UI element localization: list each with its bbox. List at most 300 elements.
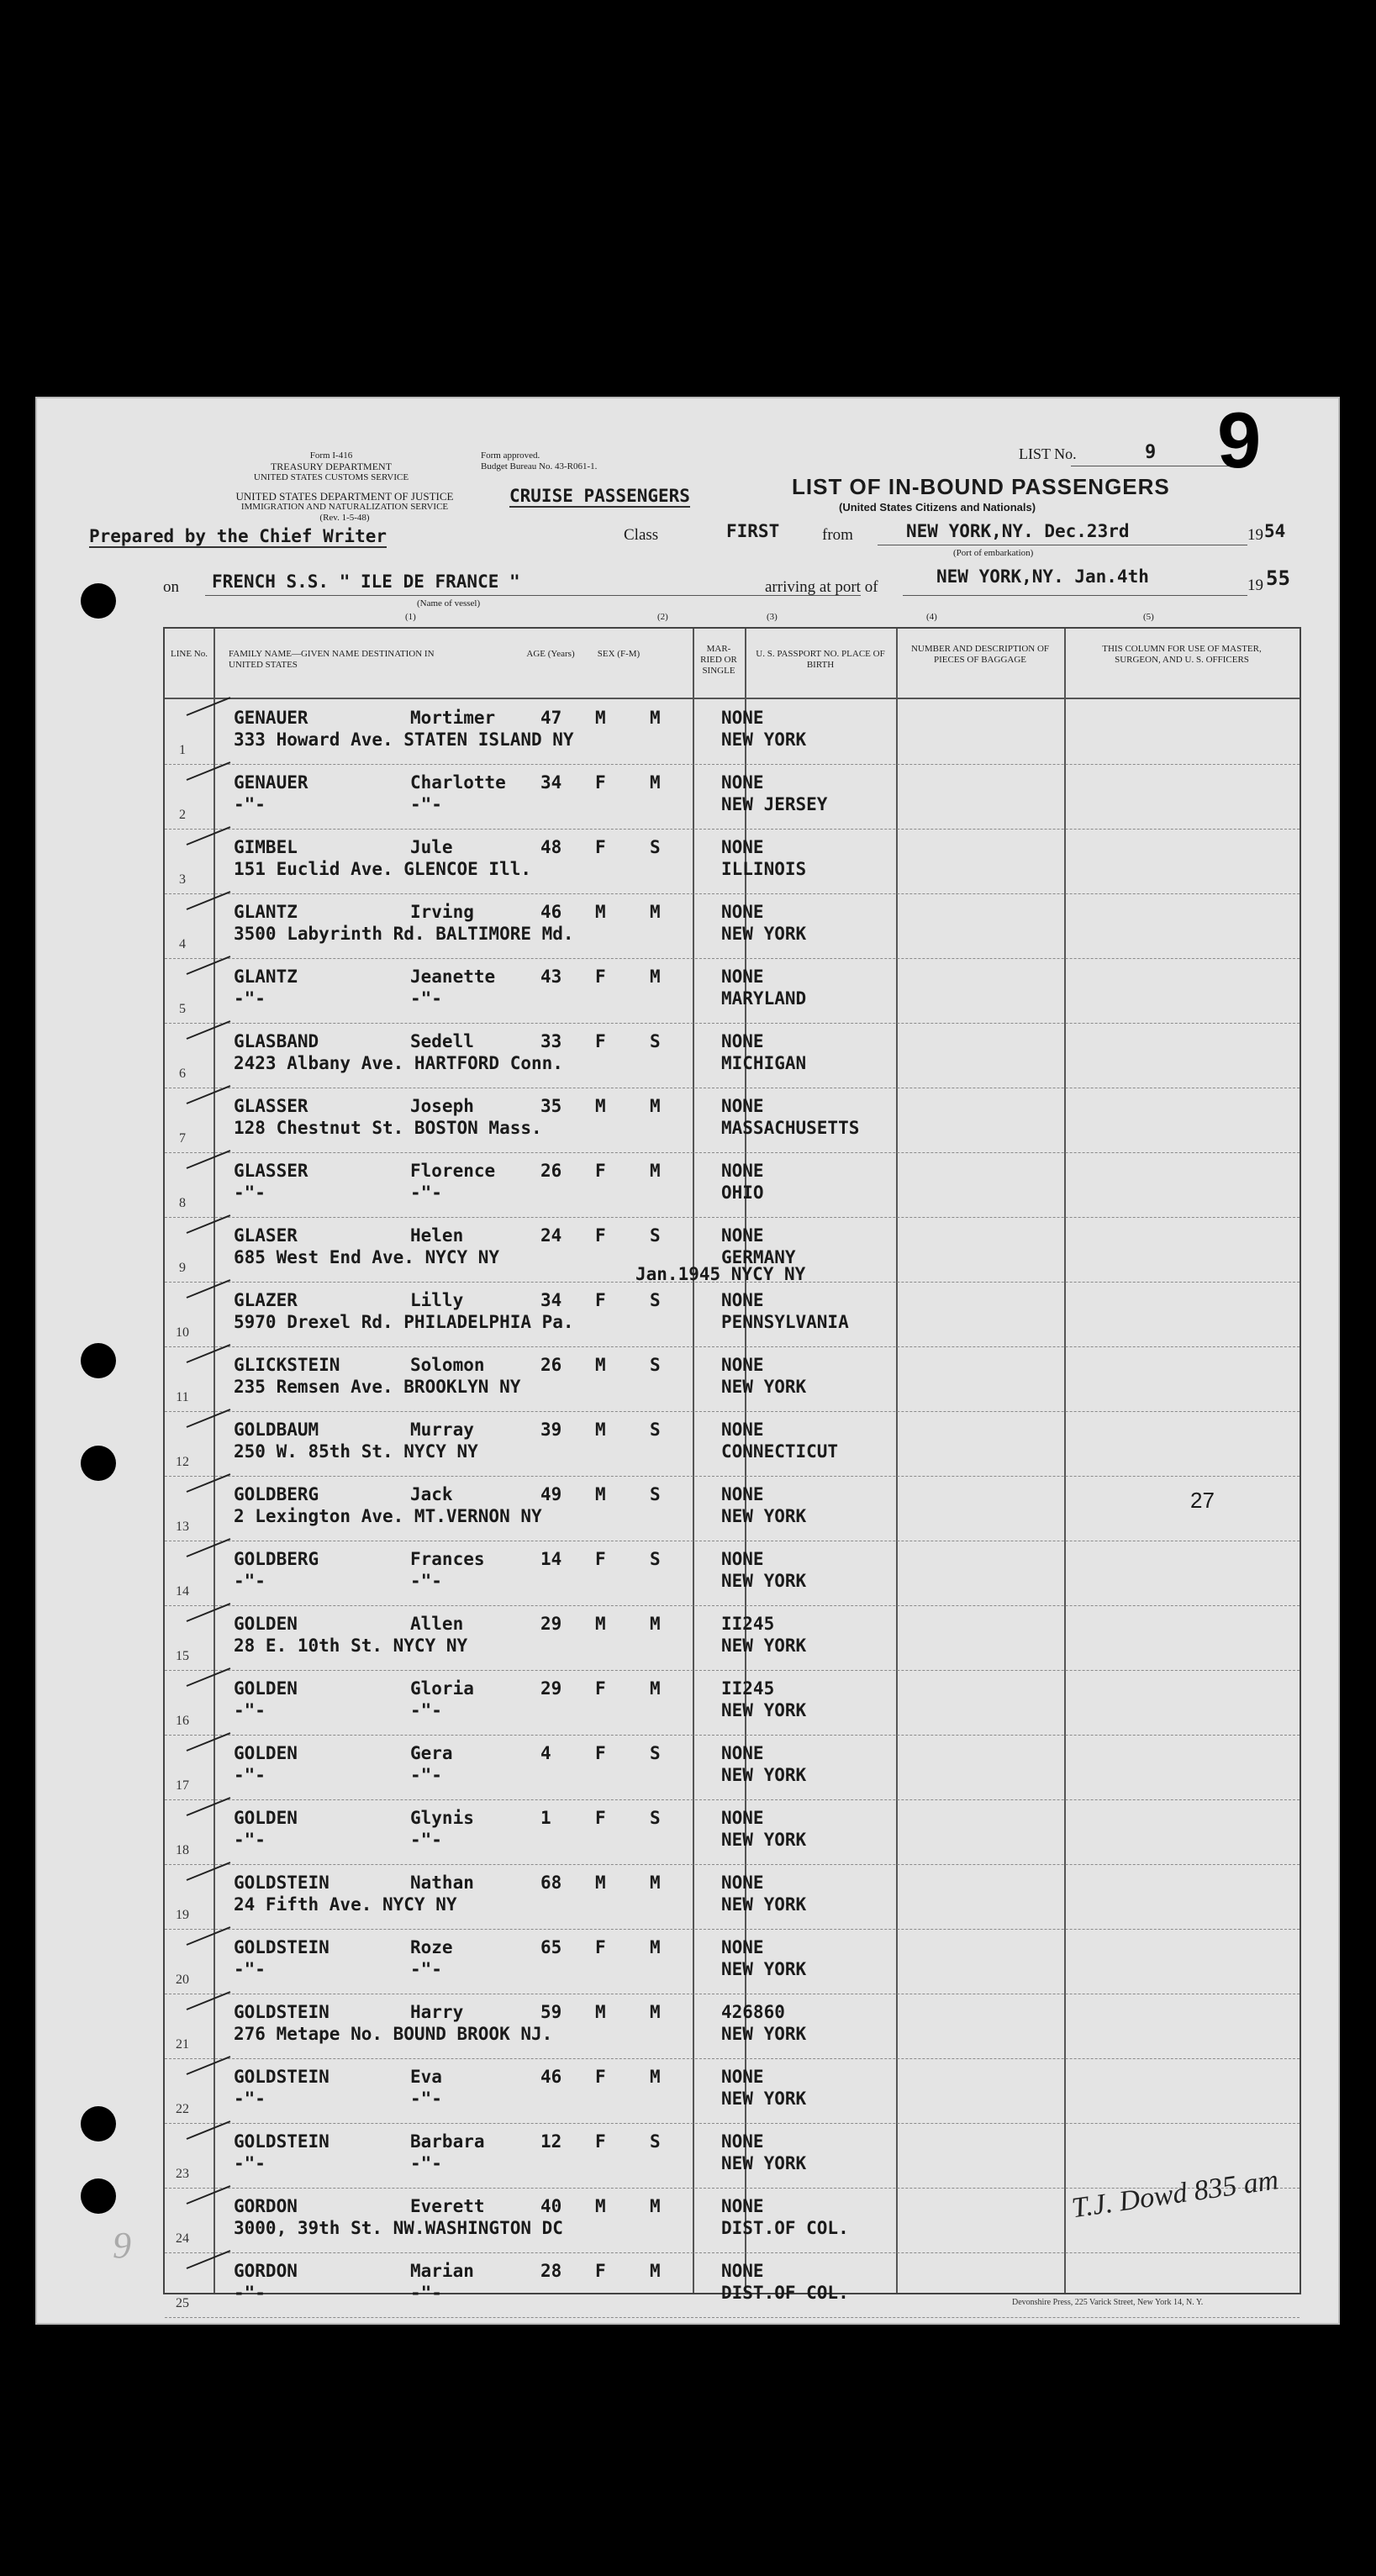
place-of-birth: OHIO [721, 1183, 764, 1203]
arrival-year: 55 [1266, 566, 1290, 590]
sex: M [595, 1096, 606, 1116]
marital-status: S [650, 1031, 661, 1051]
family-name: GOLDSTEIN [234, 1937, 330, 1957]
passport-no: NONE [721, 1031, 764, 1051]
punch-hole [81, 2106, 116, 2141]
given-ditto: -"- [410, 988, 442, 1009]
age: 29 [540, 1614, 562, 1634]
place-of-birth: NEW YORK [721, 1765, 807, 1785]
given-name: Jeanette [410, 967, 496, 987]
header-sex: SEX (F-M) [597, 649, 641, 659]
destination-address: -"- [234, 1765, 266, 1785]
passport-no: NONE [721, 1484, 764, 1504]
col-number-5: (5) [1143, 612, 1154, 622]
sex: F [595, 1161, 606, 1181]
destination-address: 276 Metape No. BOUND BROOK NJ. [234, 2024, 553, 2044]
sex: F [595, 2261, 606, 2281]
sex: F [595, 2131, 606, 2152]
given-name: Sedell [410, 1031, 474, 1051]
passport-no: II245 [721, 1614, 775, 1634]
destination-address: -"- [234, 2283, 266, 2303]
given-ditto: -"- [410, 2283, 442, 2303]
given-name: Frances [410, 1549, 485, 1569]
marital-status: M [650, 1937, 661, 1957]
punch-hole [81, 1343, 116, 1378]
table-row [165, 1023, 1300, 1088]
check-mark [187, 1538, 231, 1557]
check-mark [187, 2056, 231, 2075]
age: 39 [540, 1420, 562, 1440]
destination-address: -"- [234, 1571, 266, 1591]
place-of-birth: NEW YORK [721, 1830, 807, 1850]
justice-block: UNITED STATES DEPARTMENT OF JUSTICE IMMIGRATION AND NATURALIZATION SERVICE (Rev. 1-5-48) [235, 490, 454, 523]
passport-no: NONE [721, 1225, 764, 1246]
table-row [165, 1217, 1300, 1283]
given-name: Joseph [410, 1096, 474, 1116]
family-name: GOLDBERG [234, 1484, 319, 1504]
marital-status: S [650, 837, 661, 857]
sex: F [595, 772, 606, 793]
approval-block: Form approved. Budget Bureau No. 43-R061-1. [481, 450, 598, 471]
marital-status: M [650, 2067, 661, 2087]
destination-address: 3500 Labyrinth Rd. BALTIMORE Md. [234, 924, 574, 944]
arrival-underline [903, 595, 1247, 596]
given-ditto: -"- [410, 1571, 442, 1591]
from-label: from [822, 526, 853, 544]
header-passport: U. S. PASSPORT NO. PLACE OF BIRTH [756, 649, 885, 670]
given-name: Charlotte [410, 772, 506, 793]
family-name: GENAUER [234, 772, 308, 793]
marital-status: M [650, 1873, 661, 1893]
destination-address: -"- [234, 2153, 266, 2173]
destination-address: -"- [234, 1830, 266, 1850]
age: 24 [540, 1225, 562, 1246]
passport-no: NONE [721, 708, 764, 728]
marital-status: M [650, 2261, 661, 2281]
table-row [165, 1799, 1300, 1865]
destination-address: -"- [234, 1959, 266, 1979]
sex: M [595, 1873, 606, 1893]
manifest-sheet [37, 398, 1338, 2323]
sex: F [595, 1937, 606, 1957]
age: 68 [540, 1873, 562, 1893]
line-number: 24 [176, 2231, 189, 2246]
passport-no: NONE [721, 2196, 764, 2216]
sex: F [595, 1225, 606, 1246]
place-of-birth: PENNSYLVANIA [721, 1312, 849, 1332]
family-name: GLANTZ [234, 902, 298, 922]
age: 59 [540, 2002, 562, 2022]
given-name: Mortimer [410, 708, 496, 728]
line-number: 20 [176, 1973, 189, 1987]
punch-hole [81, 2178, 116, 2214]
age: 28 [540, 2261, 562, 2281]
col-number-3: (3) [767, 612, 778, 622]
check-mark [187, 1085, 231, 1104]
check-mark [187, 1020, 231, 1040]
given-ditto: -"- [410, 2153, 442, 2173]
given-name: Allen [410, 1614, 464, 1634]
marital-status: S [650, 1290, 661, 1310]
table-row [165, 1282, 1300, 1347]
given-ditto: -"- [410, 794, 442, 814]
line-number: 18 [176, 1843, 189, 1857]
passport-no: NONE [721, 1096, 764, 1116]
table-row [165, 764, 1300, 830]
given-name: Marian [410, 2261, 474, 2281]
table-row [165, 958, 1300, 1024]
place-of-birth: NEW YORK [721, 1636, 807, 1656]
given-ditto: -"- [410, 1959, 442, 1979]
passport-no: NONE [721, 1549, 764, 1569]
marital-status: M [650, 2196, 661, 2216]
destination-address: 151 Euclid Ave. GLENCOE Ill. [234, 859, 532, 879]
destination-address: -"- [234, 1183, 266, 1203]
header-baggage: NUMBER AND DESCRIPTION OF PIECES OF BAGGAGE [910, 644, 1050, 665]
given-ditto: -"- [410, 1700, 442, 1720]
table-row [165, 699, 1300, 765]
check-mark [187, 1214, 231, 1234]
passport-no: NONE [721, 1873, 764, 1893]
age: 35 [540, 1096, 562, 1116]
sex: M [595, 1355, 606, 1375]
passport-no: II245 [721, 1678, 775, 1699]
marital-status: M [650, 1678, 661, 1699]
passport-no: NONE [721, 837, 764, 857]
arrival-year-prefix: 19 [1247, 577, 1263, 594]
given-ditto: -"- [410, 1765, 442, 1785]
header-married: MAR-RIED OR SINGLE [700, 644, 737, 676]
family-name: GENAUER [234, 708, 308, 728]
age: 40 [540, 2196, 562, 2216]
form-block: Form I-416 TREASURY DEPARTMENT UNITED STATES CUSTOMS SERVICE [253, 450, 409, 482]
marital-status: S [650, 1808, 661, 1828]
from-year-prefix: 19 [1247, 526, 1263, 544]
line-number: 23 [176, 2167, 189, 2181]
table-row [165, 1929, 1300, 1994]
line-number: 12 [176, 1455, 189, 1469]
passport-no: NONE [721, 1743, 764, 1763]
table-row [165, 1411, 1300, 1477]
place-of-birth: NEW YORK [721, 1700, 807, 1720]
age: 49 [540, 1484, 562, 1504]
given-name: Gloria [410, 1678, 474, 1699]
family-name: GOLDEN [234, 1614, 298, 1634]
age: 34 [540, 772, 562, 793]
given-name: Barbara [410, 2131, 485, 2152]
sex: M [595, 2196, 606, 2216]
given-name: Irving [410, 902, 474, 922]
passport-no: NONE [721, 1808, 764, 1828]
line-number: 21 [176, 2037, 189, 2052]
destination-address: 2423 Albany Ave. HARTFORD Conn. [234, 1053, 563, 1073]
sex: M [595, 1614, 606, 1634]
passport-no: NONE [721, 967, 764, 987]
given-name: Solomon [410, 1355, 485, 1375]
passport-no: NONE [721, 1290, 764, 1310]
vessel-name: FRENCH S.S. " ILE DE FRANCE " [212, 572, 520, 592]
col-number-2: (2) [657, 612, 668, 622]
destination-address: 128 Chestnut St. BOSTON Mass. [234, 1118, 542, 1138]
line-number: 1 [179, 743, 186, 757]
given-name: Harry [410, 2002, 464, 2022]
passport-no: NONE [721, 2067, 764, 2087]
marital-status: M [650, 2002, 661, 2022]
marital-status: M [650, 708, 661, 728]
sex: F [595, 1678, 606, 1699]
check-mark [187, 697, 231, 716]
line-number: 3 [179, 872, 186, 887]
family-name: GLASSER [234, 1096, 308, 1116]
table-row [165, 1670, 1300, 1736]
family-name: GIMBEL [234, 837, 298, 857]
family-name: GLASSER [234, 1161, 308, 1181]
line-number: 7 [179, 1131, 186, 1146]
age: 1 [540, 1808, 551, 1828]
sex: F [595, 967, 606, 987]
age: 26 [540, 1161, 562, 1181]
family-name: GOLDBERG [234, 1549, 319, 1569]
check-mark [187, 1409, 231, 1428]
naturalization-note: Jan.1945 NYCY NY [635, 1264, 806, 1284]
signature: T.J. Dowd 835 am [1069, 2164, 1281, 2225]
place-of-birth: NEW JERSEY [721, 794, 828, 814]
check-mark [187, 1926, 231, 1946]
family-name: GLASBAND [234, 1031, 319, 1051]
place-of-birth: NEW YORK [721, 924, 807, 944]
line-number: 19 [176, 1908, 189, 1922]
line-number: 6 [179, 1067, 186, 1081]
age: 43 [540, 967, 562, 987]
arriving-label: arriving at port of [765, 578, 878, 596]
family-name: GOLDEN [234, 1743, 298, 1763]
passport-no: NONE [721, 772, 764, 793]
marital-status: S [650, 1225, 661, 1246]
table-row [165, 1541, 1300, 1606]
given-name: Nathan [410, 1873, 474, 1893]
marital-status: S [650, 1743, 661, 1763]
given-name: Helen [410, 1225, 464, 1246]
check-mark [187, 1344, 231, 1363]
table-row [165, 1088, 1300, 1153]
embark-label: (Port of embarkation) [953, 548, 1034, 558]
passport-no: NONE [721, 1420, 764, 1440]
sex: M [595, 708, 606, 728]
check-mark [187, 2120, 231, 2140]
table-row [165, 1346, 1300, 1412]
family-name: GOLDSTEIN [234, 2131, 330, 2152]
family-name: GOLDEN [234, 1678, 298, 1699]
line-number: 15 [176, 1649, 189, 1663]
marital-status: M [650, 1096, 661, 1116]
check-mark [187, 1667, 231, 1687]
sex: F [595, 1290, 606, 1310]
officer-note: 27 [1190, 1488, 1215, 1513]
check-mark [187, 1150, 231, 1169]
list-subtitle: (United States Citizens and Nationals) [839, 501, 1036, 514]
destination-address: -"- [234, 794, 266, 814]
header-age: AGE (Years) [526, 649, 575, 659]
check-mark [187, 1279, 231, 1299]
marital-status: M [650, 1161, 661, 1181]
given-ditto: -"- [410, 1183, 442, 1203]
check-mark [187, 956, 231, 975]
table-row [165, 1605, 1300, 1671]
table-row [165, 829, 1300, 894]
destination-address: 5970 Drexel Rd. PHILADELPHIA Pa. [234, 1312, 574, 1332]
sex: M [595, 1484, 606, 1504]
age: 4 [540, 1743, 551, 1763]
family-name: GORDON [234, 2261, 298, 2281]
line-number: 10 [176, 1325, 189, 1340]
printer-line: Devonshire Press, 225 Varick Street, New York 14, N. Y. [1012, 2298, 1204, 2307]
place-of-birth: NEW YORK [721, 1377, 807, 1397]
check-mark [187, 1862, 231, 1881]
place-of-birth: NEW YORK [721, 1506, 807, 1526]
destination-address: -"- [234, 1700, 266, 1720]
family-name: GLANTZ [234, 967, 298, 987]
from-value: NEW YORK,NY. Dec.23rd [906, 521, 1130, 541]
marital-status: S [650, 2131, 661, 2152]
line-number: 16 [176, 1714, 189, 1728]
check-mark [187, 1473, 231, 1493]
place-of-birth: NEW YORK [721, 2089, 807, 2109]
table-row [165, 1152, 1300, 1218]
given-name: Murray [410, 1420, 474, 1440]
age: 46 [540, 902, 562, 922]
sex: F [595, 837, 606, 857]
place-of-birth: CONNECTICUT [721, 1441, 839, 1462]
place-of-birth: GERMANY [721, 1247, 796, 1267]
given-name: Jack [410, 1484, 453, 1504]
given-ditto: -"- [410, 2089, 442, 2109]
marital-status: S [650, 1484, 661, 1504]
check-mark [187, 826, 231, 845]
given-ditto: -"- [410, 1830, 442, 1850]
family-name: GLASER [234, 1225, 298, 1246]
passport-no: NONE [721, 1161, 764, 1181]
vessel-label: (Name of vessel) [417, 598, 481, 608]
line-number: 22 [176, 2102, 189, 2116]
line-number: 2 [179, 808, 186, 822]
table-row [165, 1994, 1300, 2059]
line-number: 17 [176, 1778, 189, 1793]
age: 29 [540, 1678, 562, 1699]
sex: F [595, 1031, 606, 1051]
place-of-birth: ILLINOIS [721, 859, 807, 879]
line-number: 14 [176, 1584, 189, 1599]
destination-address: -"- [234, 988, 266, 1009]
destination-address: 2 Lexington Ave. MT.VERNON NY [234, 1506, 542, 1526]
header-name: FAMILY NAME—GIVEN NAME DESTINATION IN UNITED STATES [229, 649, 435, 670]
col-number-1: (1) [405, 612, 416, 622]
line-number: 13 [176, 1520, 189, 1534]
line-number: 11 [176, 1390, 189, 1404]
passport-no: NONE [721, 1355, 764, 1375]
passport-no: NONE [721, 1937, 764, 1957]
place-of-birth: MICHIGAN [721, 1053, 807, 1073]
destination-address: 250 W. 85th St. NYCY NY [234, 1441, 478, 1462]
prepared-by: Prepared by the Chief Writer [89, 526, 387, 546]
family-name: GOLDSTEIN [234, 2002, 330, 2022]
passport-no: 426860 [721, 2002, 785, 2022]
list-no-value: 9 [1145, 442, 1157, 463]
age: 65 [540, 1937, 562, 1957]
table-row [165, 893, 1300, 959]
from-year: 54 [1264, 521, 1286, 541]
marital-status: M [650, 967, 661, 987]
age: 34 [540, 1290, 562, 1310]
marital-status: S [650, 1355, 661, 1375]
sex: F [595, 1743, 606, 1763]
check-mark [187, 2185, 231, 2205]
age: 48 [540, 837, 562, 857]
check-mark [187, 891, 231, 910]
col-number-4: (4) [926, 612, 937, 622]
given-name: Gera [410, 1743, 453, 1763]
destination-address: 24 Fifth Ave. NYCY NY [234, 1894, 457, 1915]
sex: M [595, 1420, 606, 1440]
family-name: GLICKSTEIN [234, 1355, 340, 1375]
age: 46 [540, 2067, 562, 2087]
margin-note: 9 [113, 2225, 131, 2266]
punch-hole [81, 1446, 116, 1481]
table-row [165, 1476, 1300, 1541]
check-mark [187, 2250, 231, 2269]
line-number: 9 [179, 1261, 186, 1275]
destination-address: 333 Howard Ave. STATEN ISLAND NY [234, 730, 574, 750]
age: 33 [540, 1031, 562, 1051]
place-of-birth: NEW YORK [721, 1959, 807, 1979]
given-name: Glynis [410, 1808, 474, 1828]
marital-status: M [650, 1614, 661, 1634]
passport-no: NONE [721, 2261, 764, 2281]
list-title: LIST OF IN-BOUND PASSENGERS [792, 474, 1170, 499]
place-of-birth: MASSACHUSETTS [721, 1118, 860, 1138]
on-label: on [163, 578, 179, 596]
family-name: GOLDSTEIN [234, 2067, 330, 2087]
passport-no: NONE [721, 902, 764, 922]
given-name: Florence [410, 1161, 496, 1181]
place-of-birth: DIST.OF COL. [721, 2283, 849, 2303]
class-label: Class [624, 526, 659, 544]
place-of-birth: NEW YORK [721, 1571, 807, 1591]
check-mark [187, 1797, 231, 1816]
place-of-birth: MARYLAND [721, 988, 807, 1009]
family-name: GORDON [234, 2196, 298, 2216]
destination-address: 685 West End Ave. NYCY NY [234, 1247, 500, 1267]
family-name: GOLDEN [234, 1808, 298, 1828]
destination-address: 3000, 39th St. NW.WASHINGTON DC [234, 2218, 563, 2238]
given-name: Everett [410, 2196, 485, 2216]
header-line-no: LINE No. [171, 649, 208, 659]
passport-no: NONE [721, 2131, 764, 2152]
line-number: 25 [176, 2296, 189, 2310]
place-of-birth: NEW YORK [721, 1894, 807, 1915]
family-name: GLAZER [234, 1290, 298, 1310]
sex: M [595, 902, 606, 922]
sex: F [595, 1549, 606, 1569]
place-of-birth: NEW YORK [721, 730, 807, 750]
line-number: 4 [179, 937, 186, 951]
family-name: GOLDSTEIN [234, 1873, 330, 1893]
cruise-label: CRUISE PASSENGERS [509, 486, 690, 506]
check-mark [187, 1991, 231, 2010]
table-row [165, 2058, 1300, 2124]
marital-status: S [650, 1420, 661, 1440]
line-number: 8 [179, 1196, 186, 1210]
family-name: GOLDBAUM [234, 1420, 319, 1440]
